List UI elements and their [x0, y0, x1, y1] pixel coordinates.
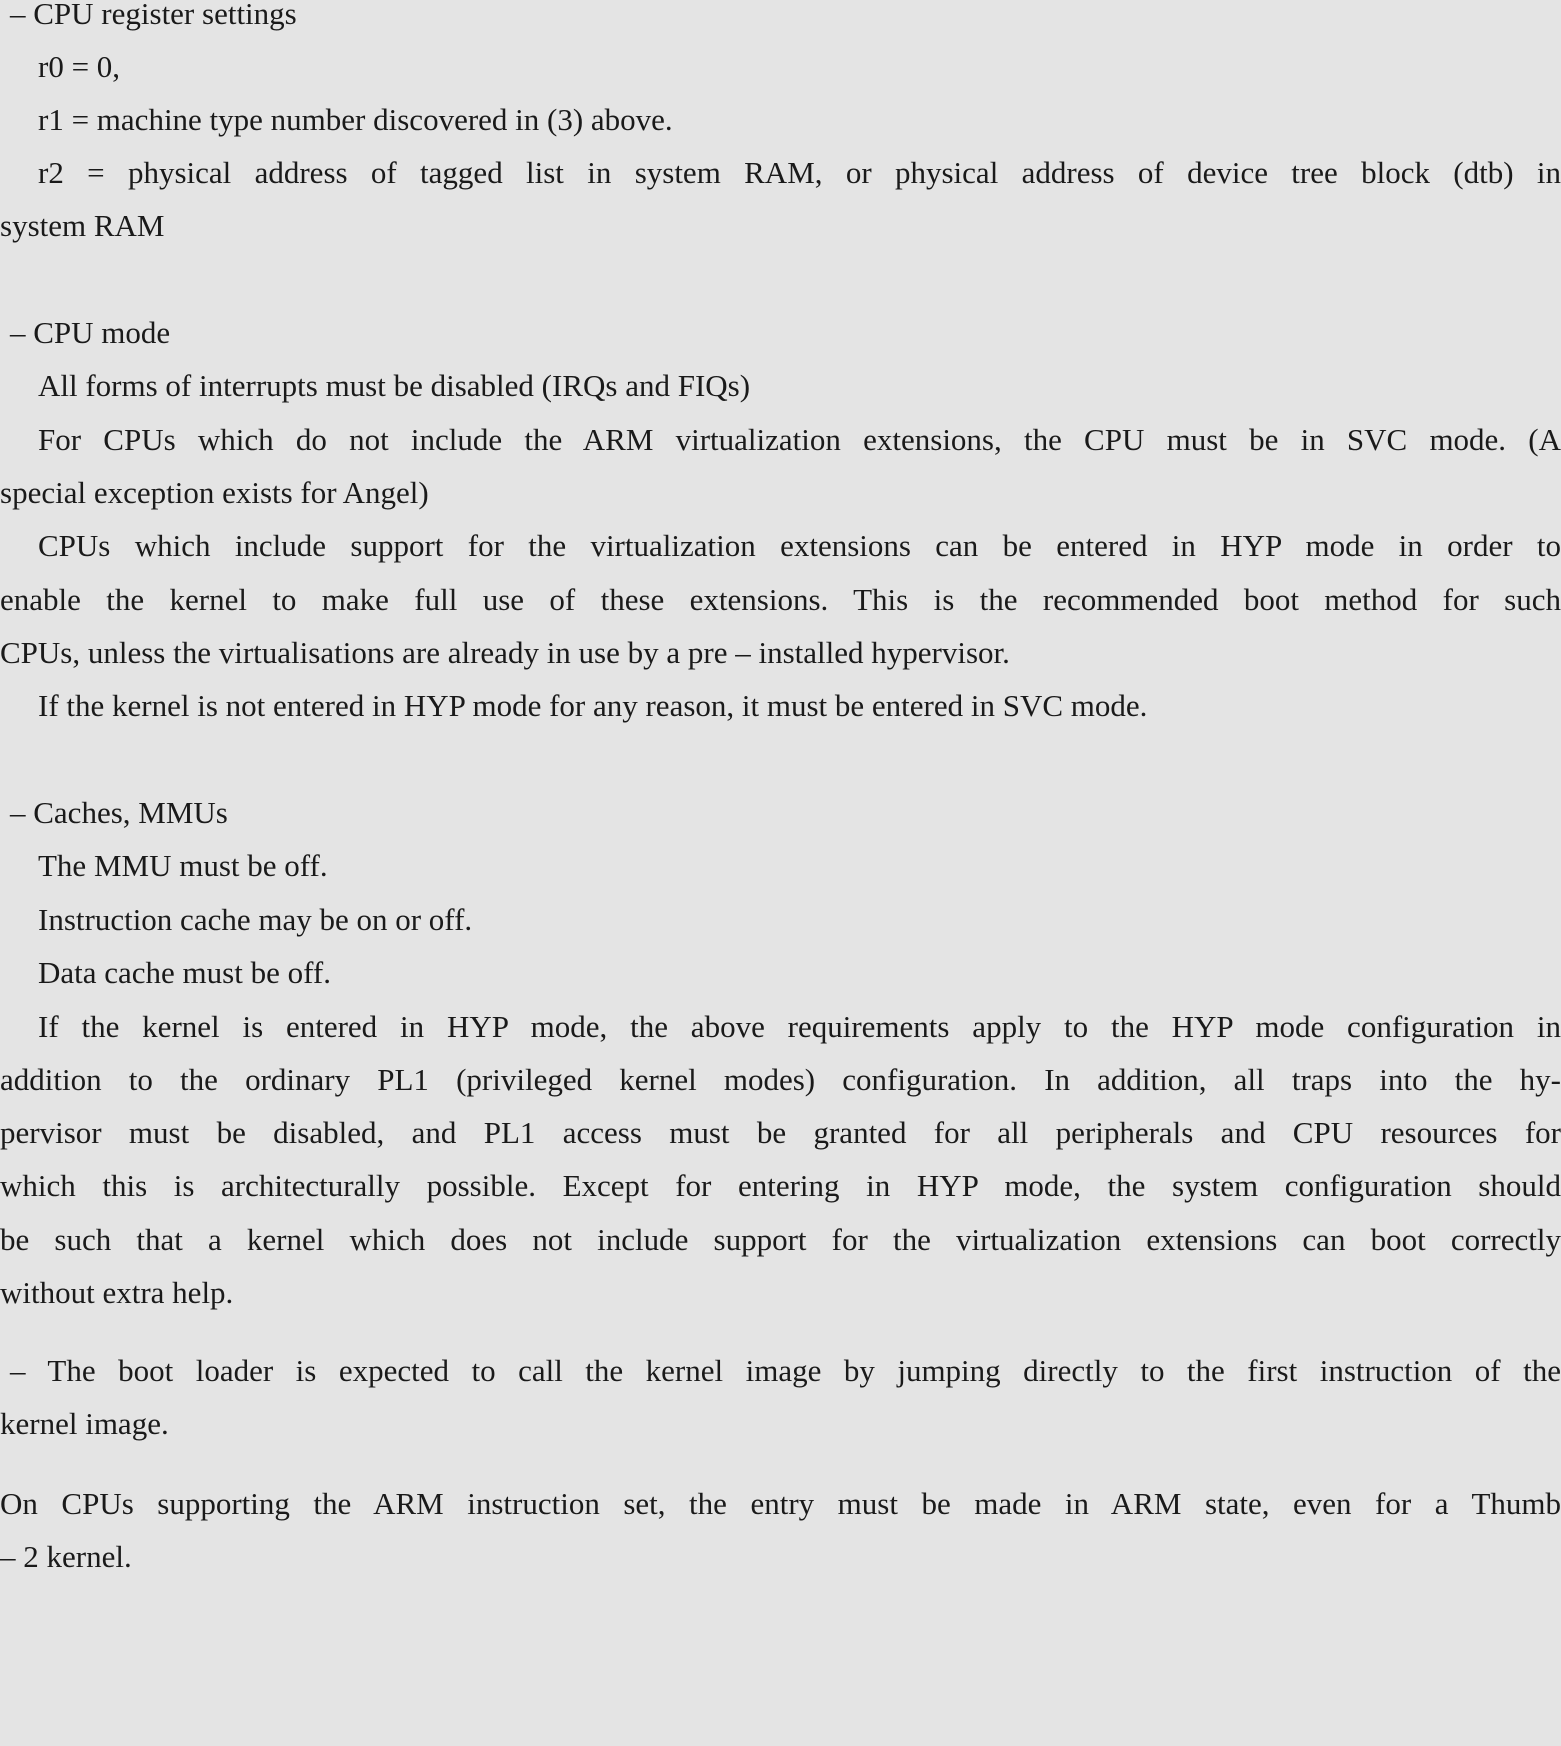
text-line: special exception exists for Angel)	[0, 475, 429, 510]
text-line: For CPUs which do not include the ARM virtualization extensions, the CPU must be in SVC mode. (A	[38, 422, 1561, 457]
text-line: The MMU must be off.	[38, 848, 328, 883]
text-line: On CPUs supporting the ARM instruction set, the entry must be made in ARM state, even for a Thumb	[0, 1486, 1561, 1521]
text-line: Instruction cache may be on or off.	[38, 902, 473, 937]
heading-caches-mmus: – Caches, MMUs	[10, 795, 228, 830]
heading-cpu-mode: – CPU mode	[10, 315, 171, 350]
text-line: kernel image.	[0, 1406, 169, 1441]
text-line: r1 = machine type number discovered in (3) above.	[38, 102, 673, 137]
text-line: pervisor must be disabled, and PL1 access must be granted for all peripherals and CPU resources for	[0, 1115, 1561, 1150]
text-line: – 2 kernel.	[0, 1539, 132, 1574]
text-line: be such that a kernel which does not include support for the virtualization extensions can boot correctly	[0, 1222, 1561, 1257]
text-line: If the kernel is not entered in HYP mode for any reason, it must be entered in SVC mode.	[38, 688, 1148, 723]
text-line: All forms of interrupts must be disabled (IRQs and FIQs)	[38, 368, 751, 403]
text-line: If the kernel is entered in HYP mode, the above requirements apply to the HYP mode configuration in	[38, 1009, 1561, 1044]
text-line: without extra help.	[0, 1275, 234, 1310]
text-line: enable the kernel to make full use of these extensions. This is the recommended boot method for such	[0, 582, 1561, 617]
text-line: CPUs which include support for the virtualization extensions can be entered in HYP mode in order to	[38, 528, 1561, 563]
heading-boot-loader: – The boot loader is expected to call the kernel image by jumping directly to the first instruction of the	[10, 1353, 1561, 1388]
text-line: addition to the ordinary PL1 (privileged kernel modes) configuration. In addition, all traps into the hy-	[0, 1062, 1561, 1097]
text-line: CPUs, unless the virtualisations are already in use by a pre – installed hypervisor.	[0, 635, 1010, 670]
text-line: system RAM	[0, 208, 165, 243]
heading-cpu-register-settings: – CPU register settings	[10, 0, 297, 31]
text-line: r0 = 0,	[38, 49, 121, 84]
text-line: Data cache must be off.	[38, 955, 331, 990]
text-line: r2 = physical address of tagged list in system RAM, or physical address of device tree block (dtb) in	[38, 155, 1561, 190]
text-line: which this is architecturally possible. Except for entering in HYP mode, the system configuration should	[0, 1168, 1561, 1203]
